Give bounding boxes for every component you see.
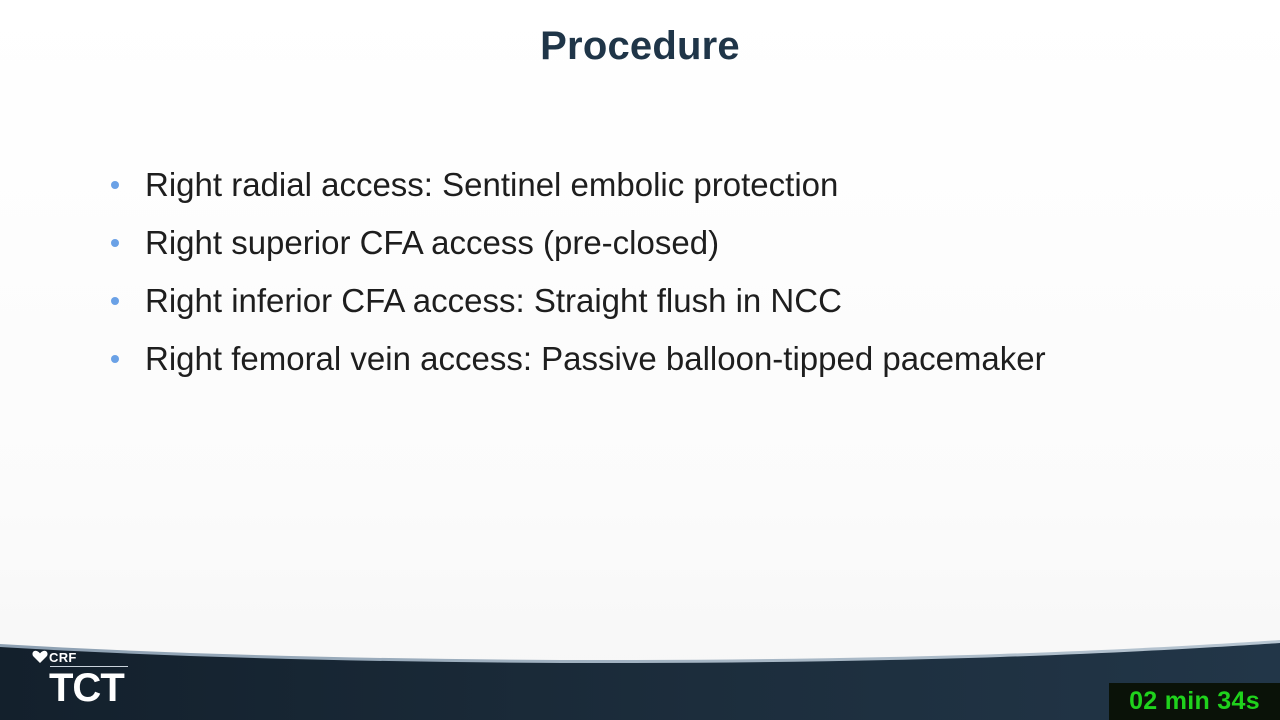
bullet-item [108, 335, 1248, 393]
bullet-item [108, 219, 1248, 277]
bullet-dot-icon [111, 239, 119, 247]
bullet-item [108, 161, 1248, 219]
bullet-text: Right radial access: Sentinel embolic protection [145, 166, 839, 203]
timer-display: 02 min 34s [1109, 683, 1280, 720]
bullet-text: Right inferior CFA access: Straight flush in NCC [145, 282, 842, 319]
heart-icon [32, 650, 48, 664]
bullet-item [108, 277, 1248, 335]
footer-wave-shape [0, 620, 1280, 720]
slide-title: Procedure [540, 24, 740, 68]
bullet-list [108, 161, 1248, 393]
crf-logo [32, 649, 77, 665]
crf-logo-text: CRF [49, 649, 77, 665]
tct-logo-text: TCT [49, 666, 124, 710]
footer-band [0, 620, 1280, 720]
bullet-dot-icon [111, 355, 119, 363]
bullet-text: Right superior CFA access (pre-closed) [145, 224, 720, 261]
tct-logo [30, 647, 140, 711]
bullet-text: Right femoral vein access: Passive balloon-tipped pacemaker [145, 340, 1046, 377]
bullet-dot-icon [111, 181, 119, 189]
bullet-dot-icon [111, 297, 119, 305]
